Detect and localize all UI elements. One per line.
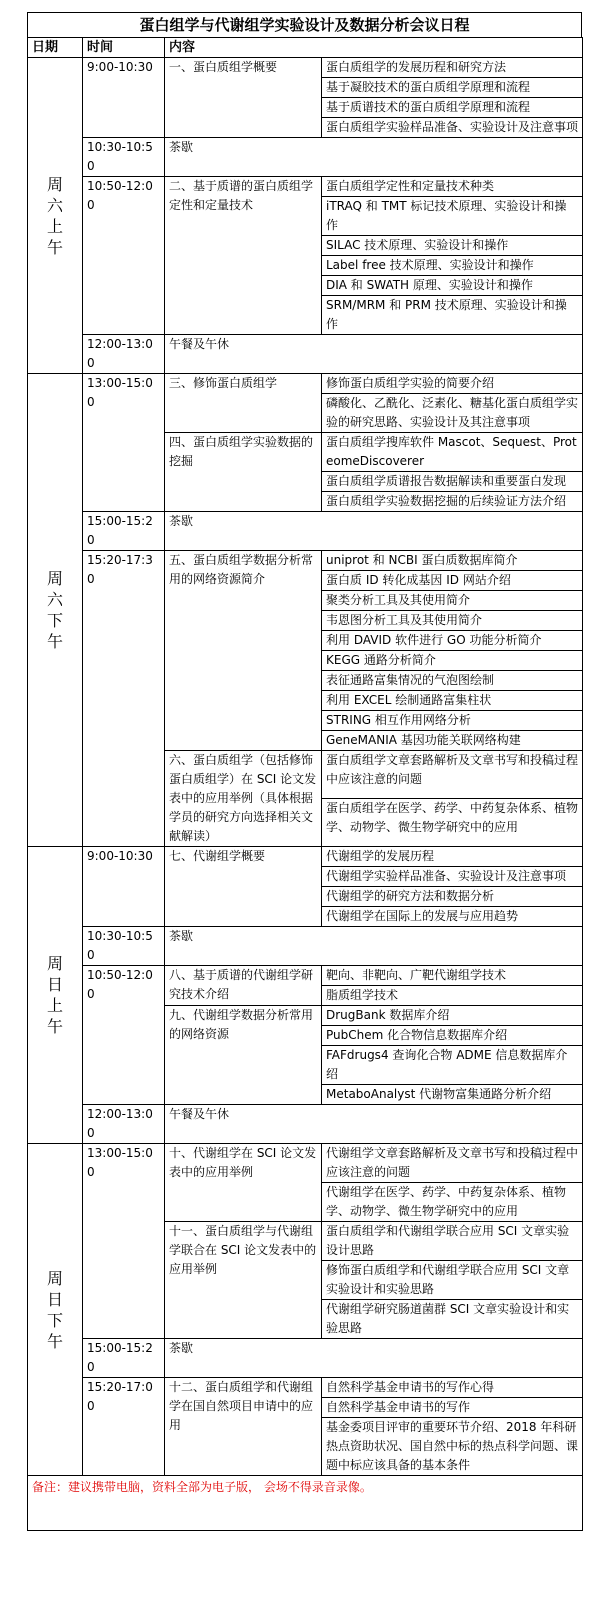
table-row [28, 1378, 583, 1398]
table-row [28, 1105, 583, 1144]
slot-time: 15:20-17:30 [83, 551, 165, 847]
session-item: 代谢组学在国际上的发展与应用趋势 [322, 907, 583, 927]
day-label-text: 周六下午 [46, 569, 63, 651]
session-item: 代谢组学研究肠道菌群 SCI 文章实验设计和实验思路 [322, 1300, 583, 1339]
day-label [28, 58, 83, 374]
slot-time: 13:00-15:00 [83, 1144, 165, 1339]
session-item: 蛋白质组学文章套路解析及文章书写和投稿过程中应该注意的问题 [322, 751, 583, 799]
session-topic: 十一、蛋白质组学与代谢组学联合在 SCI 论文发表中的应用举例 [165, 1222, 322, 1339]
session-item: 代谢组学的研究方法和数据分析 [322, 887, 583, 907]
session-item: PubChem 化合物信息数据库介绍 [322, 1026, 583, 1046]
table-row [28, 1339, 583, 1378]
session-item: 韦恩图分析工具及其使用简介 [322, 611, 583, 631]
table-row [28, 138, 583, 177]
day-label-text: 周六上午 [46, 174, 63, 257]
table-row [28, 374, 583, 394]
break-note: 午餐及午休 [165, 1105, 583, 1144]
session-item: 自然科学基金申请书的写作 [322, 1398, 583, 1418]
session-item: 利用 DAVID 软件进行 GO 功能分析简介 [322, 631, 583, 651]
session-topic: 八、基于质谱的代谢组学研究技术介绍 [165, 966, 322, 1006]
session-topic: 二、基于质谱的蛋白质组学定性和定量技术 [165, 177, 322, 335]
header-row [28, 38, 583, 58]
table-row [28, 847, 583, 867]
table-row [28, 335, 583, 374]
slot-time: 15:00-15:20 [83, 1339, 165, 1378]
day-label [28, 847, 83, 1144]
session-item: 靶向、非靶向、广靶代谢组学技术 [322, 966, 583, 986]
day-label [28, 1144, 83, 1476]
slot-time: 10:50-12:00 [83, 177, 165, 335]
day-label-text: 周日上午 [46, 954, 63, 1036]
break-note: 午餐及午休 [165, 335, 583, 374]
footer-row [28, 1476, 583, 1531]
schedule-body [28, 38, 583, 1476]
session-item: 基金委项目评审的重要环节介绍、2018 年科研热点资助状况、国自然中标的热点科学问题、课题中标应该具备的基本条件 [322, 1418, 583, 1476]
slot-time: 9:00-10:30 [83, 58, 165, 138]
slot-time: 13:00-15:00 [83, 374, 165, 512]
session-item: 代谢组学在医学、药学、中药复杂体系、植物学、动物学、微生物学研究中的应用 [322, 1183, 583, 1222]
session-topic: 三、修饰蛋白质组学 [165, 374, 322, 433]
session-item: MetaboAnalyst 代谢物富集通路分析介绍 [322, 1085, 583, 1105]
schedule-table [27, 37, 583, 1531]
session-item: DIA 和 SWATH 原理、实验设计和操作 [322, 276, 583, 296]
day-label [28, 374, 83, 847]
table-row [28, 58, 583, 78]
session-topic: 十、代谢组学在 SCI 论文发表中的应用举例 [165, 1144, 322, 1222]
break-note: 茶歇 [165, 512, 583, 551]
session-item: 蛋白质组学和代谢组学联合应用 SCI 文章实验设计思路 [322, 1222, 583, 1261]
session-item: 代谢组学的发展历程 [322, 847, 583, 867]
schedule-sheet [27, 12, 582, 1531]
session-topic: 六、蛋白质组学（包括修饰蛋白质组学）在 SCI 论文发表中的应用举例（具体根据学员的研究方向选择相关文献解读） [165, 751, 322, 847]
session-item: SILAC 技术原理、实验设计和操作 [322, 236, 583, 256]
session-item: 修饰蛋白质组学和代谢组学联合应用 SCI 文章实验设计和实验思路 [322, 1261, 583, 1300]
session-item: 修饰蛋白质组学实验的简要介绍 [322, 374, 583, 394]
table-row [28, 177, 583, 197]
table-row [28, 512, 583, 551]
session-item: 蛋白质组学实验数据挖掘的后续验证方法介绍 [322, 492, 583, 512]
session-topic: 十二、蛋白质组学和代谢组学在国自然项目申请中的应用 [165, 1378, 322, 1476]
session-item: 蛋白质组学的发展历程和研究方法 [322, 58, 583, 78]
break-note: 茶歇 [165, 1339, 583, 1378]
page-title: 蛋白组学与代谢组学实验设计及数据分析会议日程 [27, 12, 582, 37]
session-topic: 七、代谢组学概要 [165, 847, 322, 927]
session-item: Label free 技术原理、实验设计和操作 [322, 256, 583, 276]
session-topic: 九、代谢组学数据分析常用的网络资源 [165, 1006, 322, 1105]
session-item: 蛋白质组学实验样品准备、实验设计及注意事项 [322, 118, 583, 138]
slot-time: 10:30-10:50 [83, 927, 165, 966]
slot-time: 10:30-10:50 [83, 138, 165, 177]
session-item: DrugBank 数据库介绍 [322, 1006, 583, 1026]
session-item: STRING 相互作用网络分析 [322, 711, 583, 731]
slot-time: 15:00-15:20 [83, 512, 165, 551]
session-item: 聚类分析工具及其使用简介 [322, 591, 583, 611]
table-row [28, 927, 583, 966]
table-row [28, 966, 583, 986]
slot-time: 12:00-13:00 [83, 335, 165, 374]
session-item: 蛋白质 ID 转化成基因 ID 网站介绍 [322, 571, 583, 591]
slot-time: 9:00-10:30 [83, 847, 165, 927]
session-topic: 一、蛋白质组学概要 [165, 58, 322, 138]
session-item: 蛋白质组学搜库软件 Mascot、Sequest、ProteomeDiscoverer [322, 433, 583, 472]
slot-time: 12:00-13:00 [83, 1105, 165, 1144]
table-row [28, 1144, 583, 1183]
session-item: KEGG 通路分析简介 [322, 651, 583, 671]
session-item: 表征通路富集情况的气泡图绘制 [322, 671, 583, 691]
session-item: 磷酸化、乙酰化、泛素化、糖基化蛋白质组学实验的研究思路、实验设计及其注意事项 [322, 394, 583, 433]
session-item: SRM/MRM 和 PRM 技术原理、实验设计和操作 [322, 296, 583, 335]
session-item: 蛋白质组学质谱报告数据解读和重要蛋白发现 [322, 472, 583, 492]
session-item: GeneMANIA 基因功能关联网络构建 [322, 731, 583, 751]
session-item: 代谢组学文章套路解析及文章书写和投稿过程中应该注意的问题 [322, 1144, 583, 1183]
session-item: FAFdrugs4 查询化合物 ADME 信息数据库介绍 [322, 1046, 583, 1085]
session-item: iTRAQ 和 TMT 标记技术原理、实验设计和操作 [322, 197, 583, 236]
session-item: 代谢组学实验样品准备、实验设计及注意事项 [322, 867, 583, 887]
slot-time: 10:50-12:00 [83, 966, 165, 1105]
session-item: 基于凝胶技术的蛋白质组学原理和流程 [322, 78, 583, 98]
session-topic: 五、蛋白质组学数据分析常用的网络资源简介 [165, 551, 322, 751]
break-note: 茶歇 [165, 927, 583, 966]
session-item: uniprot 和 NCBI 蛋白质数据库简介 [322, 551, 583, 571]
day-label-text: 周日下午 [46, 1268, 63, 1351]
header-content: 内容 [165, 38, 583, 58]
session-item: 自然科学基金申请书的写作心得 [322, 1378, 583, 1398]
session-item: 蛋白质组学定性和定量技术种类 [322, 177, 583, 197]
header-date: 日期 [28, 38, 83, 58]
footer-note: 备注：建议携带电脑，资料全部为电子版， 会场不得录音录像。 [28, 1476, 583, 1531]
session-item: 脂质组学技术 [322, 986, 583, 1006]
slot-time: 15:20-17:00 [83, 1378, 165, 1476]
session-topic: 四、蛋白质组学实验数据的挖掘 [165, 433, 322, 512]
session-item: 基于质谱技术的蛋白质组学原理和流程 [322, 98, 583, 118]
session-item: 利用 EXCEL 绘制通路富集柱状 [322, 691, 583, 711]
table-row [28, 551, 583, 571]
header-time: 时间 [83, 38, 165, 58]
break-note: 茶歇 [165, 138, 583, 177]
session-item: 蛋白质组学在医学、药学、中药复杂体系、植物学、动物学、微生物学研究中的应用 [322, 799, 583, 847]
